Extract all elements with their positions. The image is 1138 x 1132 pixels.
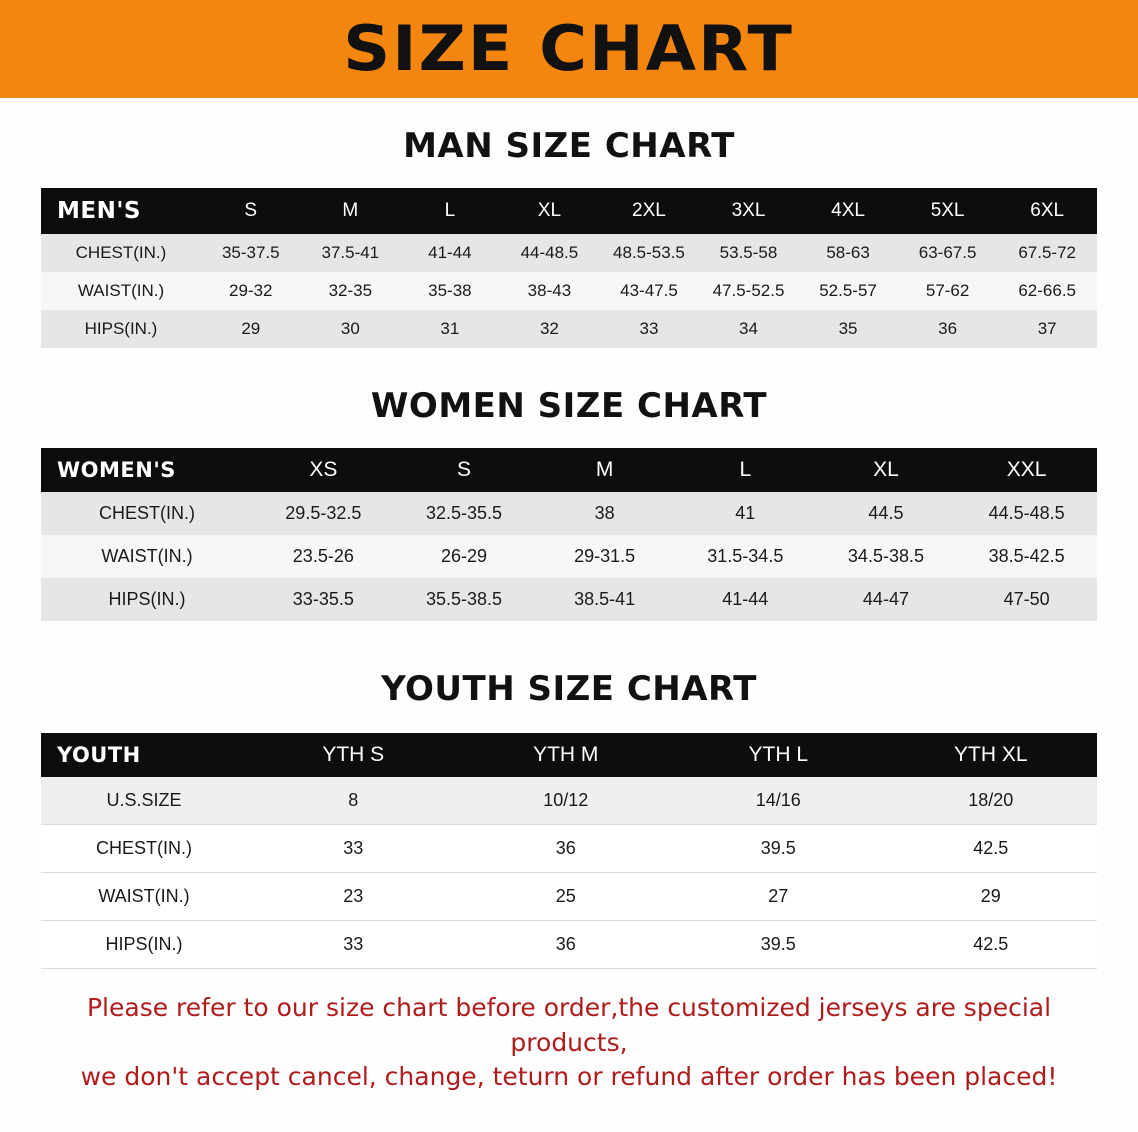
cell: 34 xyxy=(699,310,799,348)
cell: 39.5 xyxy=(672,921,885,969)
women-header-cell: XS xyxy=(253,448,394,492)
table-row xyxy=(41,272,1097,310)
cell: 44-48.5 xyxy=(500,234,600,272)
cell: 43-47.5 xyxy=(599,272,699,310)
cell: 41 xyxy=(675,492,816,535)
cell: 33-35.5 xyxy=(253,578,394,621)
cell: 14/16 xyxy=(672,777,885,825)
cell: 23.5-26 xyxy=(253,535,394,578)
cell: 35-37.5 xyxy=(201,234,301,272)
youth-header-cell: YTH XL xyxy=(885,733,1098,777)
cell: 42.5 xyxy=(885,825,1098,873)
table-row xyxy=(41,492,1097,535)
cell: 10/12 xyxy=(460,777,673,825)
cell: 63-67.5 xyxy=(898,234,998,272)
table-row xyxy=(41,578,1097,621)
cell: 41-44 xyxy=(400,234,500,272)
table-header-row xyxy=(41,448,1097,492)
cell: 27 xyxy=(672,873,885,921)
men-header-cell: XL xyxy=(500,188,600,234)
cell: 29 xyxy=(885,873,1098,921)
row-label: CHEST(IN.) xyxy=(41,234,201,272)
cell: 31.5-34.5 xyxy=(675,535,816,578)
youth-header-cell: YTH S xyxy=(247,733,460,777)
youth-header-cell: YTH M xyxy=(460,733,673,777)
cell: 41-44 xyxy=(675,578,816,621)
row-label: CHEST(IN.) xyxy=(41,492,253,535)
table-row xyxy=(41,310,1097,348)
man-size-table xyxy=(41,188,1097,348)
cell: 29-31.5 xyxy=(534,535,675,578)
women-header-cell: L xyxy=(675,448,816,492)
policy-note-line2: we don't accept cancel, change, teturn or refund after order has been placed! xyxy=(80,1062,1058,1091)
cell: 26-29 xyxy=(394,535,535,578)
cell: 35-38 xyxy=(400,272,500,310)
policy-note xyxy=(39,991,1099,1095)
cell: 36 xyxy=(898,310,998,348)
women-header-cell: S xyxy=(394,448,535,492)
cell: 37.5-41 xyxy=(301,234,401,272)
cell: 44.5 xyxy=(816,492,957,535)
cell: 38 xyxy=(534,492,675,535)
table-header-row xyxy=(41,733,1097,777)
table-row xyxy=(41,825,1097,873)
table-row xyxy=(41,234,1097,272)
cell: 32.5-35.5 xyxy=(394,492,535,535)
row-label: WAIST(IN.) xyxy=(41,272,201,310)
table-row xyxy=(41,921,1097,969)
cell: 36 xyxy=(460,921,673,969)
men-header-cell: 3XL xyxy=(699,188,799,234)
cell: 67.5-72 xyxy=(997,234,1097,272)
table-row xyxy=(41,535,1097,578)
policy-note-line1: Please refer to our size chart before order,the customized jerseys are special products, xyxy=(86,993,1052,1057)
row-label: WAIST(IN.) xyxy=(41,535,253,578)
cell: 38.5-42.5 xyxy=(956,535,1097,578)
cell: 62-66.5 xyxy=(997,272,1097,310)
cell: 33 xyxy=(247,825,460,873)
cell: 29.5-32.5 xyxy=(253,492,394,535)
cell: 48.5-53.5 xyxy=(599,234,699,272)
row-label: HIPS(IN.) xyxy=(41,921,247,969)
cell: 47.5-52.5 xyxy=(699,272,799,310)
cell: 38-43 xyxy=(500,272,600,310)
cell: 36 xyxy=(460,825,673,873)
cell: 53.5-58 xyxy=(699,234,799,272)
youth-size-table xyxy=(41,733,1097,969)
cell: 38.5-41 xyxy=(534,578,675,621)
man-section-title: MAN SIZE CHART xyxy=(403,126,735,166)
cell: 52.5-57 xyxy=(798,272,898,310)
men-header-cell: L xyxy=(400,188,500,234)
youth-section-title: YOUTH SIZE CHART xyxy=(381,669,757,709)
cell: 18/20 xyxy=(885,777,1098,825)
women-size-table xyxy=(41,448,1097,621)
cell: 29-32 xyxy=(201,272,301,310)
cell: 33 xyxy=(599,310,699,348)
men-header-cell: M xyxy=(301,188,401,234)
cell: 32 xyxy=(500,310,600,348)
men-header-cell: 4XL xyxy=(798,188,898,234)
men-header-cell: 2XL xyxy=(599,188,699,234)
cell: 29 xyxy=(201,310,301,348)
row-label: CHEST(IN.) xyxy=(41,825,247,873)
cell: 23 xyxy=(247,873,460,921)
cell: 57-62 xyxy=(898,272,998,310)
cell: 25 xyxy=(460,873,673,921)
cell: 37 xyxy=(997,310,1097,348)
cell: 31 xyxy=(400,310,500,348)
women-header-cell: XL xyxy=(816,448,957,492)
men-header-cell: S xyxy=(201,188,301,234)
page-title: SIZE CHART xyxy=(343,12,795,85)
table-row xyxy=(41,873,1097,921)
page-banner xyxy=(0,0,1138,98)
cell: 39.5 xyxy=(672,825,885,873)
women-header-cell: WOMEN'S xyxy=(41,448,253,492)
cell: 30 xyxy=(301,310,401,348)
women-header-cell: XXL xyxy=(956,448,1097,492)
cell: 34.5-38.5 xyxy=(816,535,957,578)
women-header-cell: M xyxy=(534,448,675,492)
cell: 35 xyxy=(798,310,898,348)
row-label: HIPS(IN.) xyxy=(41,578,253,621)
cell: 44-47 xyxy=(816,578,957,621)
youth-header-cell: YOUTH xyxy=(41,733,247,777)
cell: 8 xyxy=(247,777,460,825)
cell: 33 xyxy=(247,921,460,969)
row-label: U.S.SIZE xyxy=(41,777,247,825)
cell: 35.5-38.5 xyxy=(394,578,535,621)
men-header-cell: 6XL xyxy=(997,188,1097,234)
cell: 47-50 xyxy=(956,578,1097,621)
table-row xyxy=(41,777,1097,825)
cell: 58-63 xyxy=(798,234,898,272)
cell: 32-35 xyxy=(301,272,401,310)
table-header-row xyxy=(41,188,1097,234)
cell: 44.5-48.5 xyxy=(956,492,1097,535)
men-header-cell: 5XL xyxy=(898,188,998,234)
cell: 42.5 xyxy=(885,921,1098,969)
row-label: HIPS(IN.) xyxy=(41,310,201,348)
youth-header-cell: YTH L xyxy=(672,733,885,777)
women-section-title: WOMEN SIZE CHART xyxy=(370,386,768,426)
men-header-cell: MEN'S xyxy=(41,188,201,234)
row-label: WAIST(IN.) xyxy=(41,873,247,921)
